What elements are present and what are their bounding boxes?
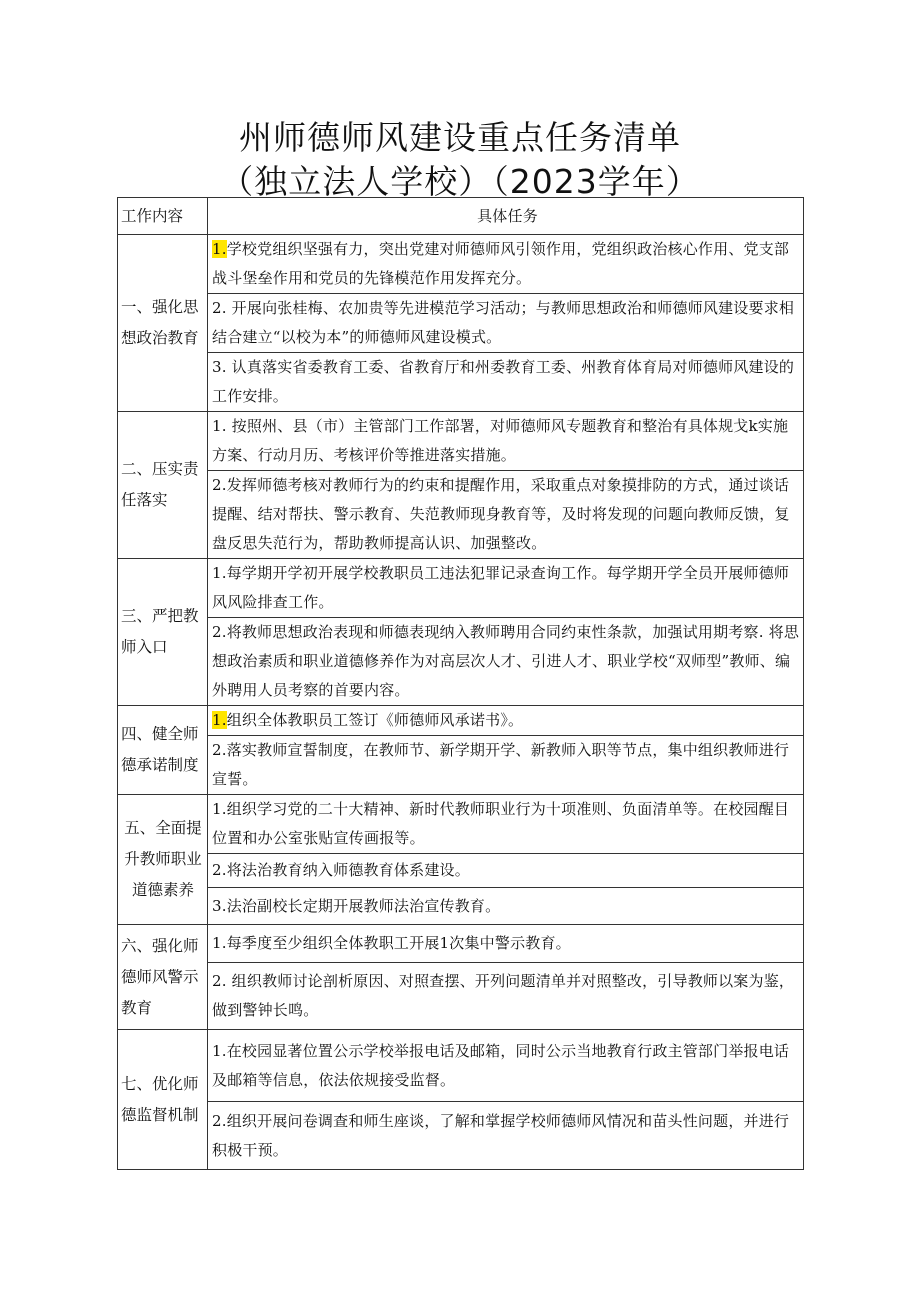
task-number: 2. xyxy=(212,299,227,317)
task-text: 法治副校长定期开展教师法治宣传教育。 xyxy=(226,896,501,915)
category-cell: 三、严把教师入口 xyxy=(118,559,208,706)
table-row xyxy=(118,854,804,888)
task-cell xyxy=(208,925,804,963)
task-table xyxy=(117,197,804,1170)
table-row xyxy=(118,618,804,706)
task-number: 1. xyxy=(212,417,227,435)
table-row xyxy=(118,1102,804,1170)
task-text: 每季度至少组织全体教职工开展1次集中警示教育。 xyxy=(226,934,571,952)
table-row xyxy=(118,925,804,963)
task-cell xyxy=(208,795,804,854)
table-row xyxy=(118,559,804,618)
table-row xyxy=(118,888,804,925)
task-text: 将法治教育纳入师德教育体系建设。 xyxy=(226,861,470,879)
table-row xyxy=(118,412,804,471)
table-row xyxy=(118,706,804,736)
task-cell xyxy=(208,706,804,736)
task-number: 1. xyxy=(212,934,227,952)
task-text: 按照州、县（市）主管部门工作部署，对师德师风专题教育和整治有具体规戈k实施方案、行动月历、考核评价等推进落实措施。 xyxy=(212,417,789,464)
category-cell: 四、健全师德承诺制度 xyxy=(118,706,208,795)
category-cell: 六、强化师德师风警示教育 xyxy=(118,925,208,1030)
table-row xyxy=(118,235,804,294)
table-row xyxy=(118,353,804,412)
table-row xyxy=(118,471,804,559)
task-cell xyxy=(208,559,804,618)
task-number: 1. xyxy=(212,564,227,582)
table-row xyxy=(118,736,804,795)
task-text: 学校党组织坚强有力，突出党建对师德师风引领作用，党组织政治核心作用、党支部战斗堡垒作用和党员的先锋模范作用发挥充分。 xyxy=(212,240,790,287)
task-number: 2. xyxy=(212,476,227,494)
document-subtitle: （独立法人学校）（2023学年） xyxy=(220,162,700,201)
document-title: 州师德师风建设重点任务清单 xyxy=(239,118,681,157)
task-text: 发挥师德考核对教师行为的约束和提醒作用，采取重点对象摸排防的方式，通过谈话提醒、结对帮扶、警示教育、失范教师现身教育等，及时将发现的问题向教师反馈，复盘反思失范行为，帮助教师提高认识、加强整改。 xyxy=(212,476,790,552)
task-cell xyxy=(208,618,804,706)
task-cell xyxy=(208,235,804,294)
task-text: 组织开展问卷调查和师生座谈，了解和掌握学校师德师风情况和苗头性问题，并进行积极干预。 xyxy=(212,1111,790,1159)
task-cell xyxy=(208,1030,804,1102)
task-number: 1. xyxy=(212,240,227,258)
task-cell xyxy=(208,412,804,471)
task-text: 将教师思想政治表现和师德表现纳入教师聘用合同约束性条款，加强试用期考察. 将思想政治素质和职业道德修养作为对高层次人才、引进人才、职业学校“双师型”教师、编外聘用人员考察的首要内容。 xyxy=(212,623,800,699)
table-row xyxy=(118,795,804,854)
category-cell: 一、强化思想政治教育 xyxy=(118,235,208,412)
task-cell xyxy=(208,1102,804,1170)
task-number: 2. xyxy=(212,741,227,759)
header-work-content: 工作内容 xyxy=(118,198,208,235)
table-row xyxy=(118,294,804,353)
task-text: 落实教师宣誓制度，在教师节、新学期开学、新教师入职等节点，集中组织教师进行宣誓。 xyxy=(212,741,790,788)
task-text: 在校园显著位置公示学校举报电话及邮箱，同时公示当地教育行政主管部门举报电话及邮箱等信息，依法依规接受监督。 xyxy=(212,1041,790,1089)
task-number: 3. xyxy=(212,896,227,915)
task-text: 认真落实省委教育工委、省教育厅和州委教育工委、州教育体育局对师德师风建设的工作安排。 xyxy=(212,358,795,405)
task-number: 2. xyxy=(212,623,227,641)
task-text: 组织全体教职员工签订《师德师风承诺书》。 xyxy=(226,711,524,729)
header-specific-tasks: 具体任务 xyxy=(208,198,804,235)
task-cell xyxy=(208,471,804,559)
task-text: 组织学习党的二十大精神、新时代教师职业行为十项准则、负面清单等。在校园醒目位置和办公室张贴宣传画报等。 xyxy=(212,800,790,847)
task-number: 3. xyxy=(212,358,227,376)
task-number: 1. xyxy=(212,711,227,729)
task-number: 1. xyxy=(212,800,227,818)
task-number: 2. xyxy=(212,1111,227,1130)
task-number: 1. xyxy=(212,1041,227,1060)
category-cell: 七、优化师德监督机制 xyxy=(118,1030,208,1170)
category-cell: 二、压实责任落实 xyxy=(118,412,208,559)
task-text: 每学期开学初开展学校教职员工违法犯罪记录查询工作。每学期开学全员开展师德师风风险排查工作。 xyxy=(212,564,790,611)
table-row xyxy=(118,963,804,1030)
task-cell xyxy=(208,963,804,1030)
task-number: 2. xyxy=(212,972,227,990)
task-cell xyxy=(208,854,804,888)
table-header-row xyxy=(118,198,804,235)
task-cell xyxy=(208,353,804,412)
task-cell xyxy=(208,736,804,795)
category-cell: 五、全面提升教师职业道德素养 xyxy=(118,795,208,925)
task-text: 组织教师讨论剖析原因、对照查摆、开列问题清单并对照整改，引导教师以案为鉴，做到警钟长鸣。 xyxy=(212,972,795,1019)
task-number: 2. xyxy=(212,861,227,879)
task-cell xyxy=(208,294,804,353)
table-row xyxy=(118,1030,804,1102)
task-cell xyxy=(208,888,804,925)
task-text: 开展向张桂梅、农加贵等先进模范学习活动；与教师思想政治和师德师风建设要求相结合建立“以校为本”的师德师风建设模式。 xyxy=(212,299,795,346)
